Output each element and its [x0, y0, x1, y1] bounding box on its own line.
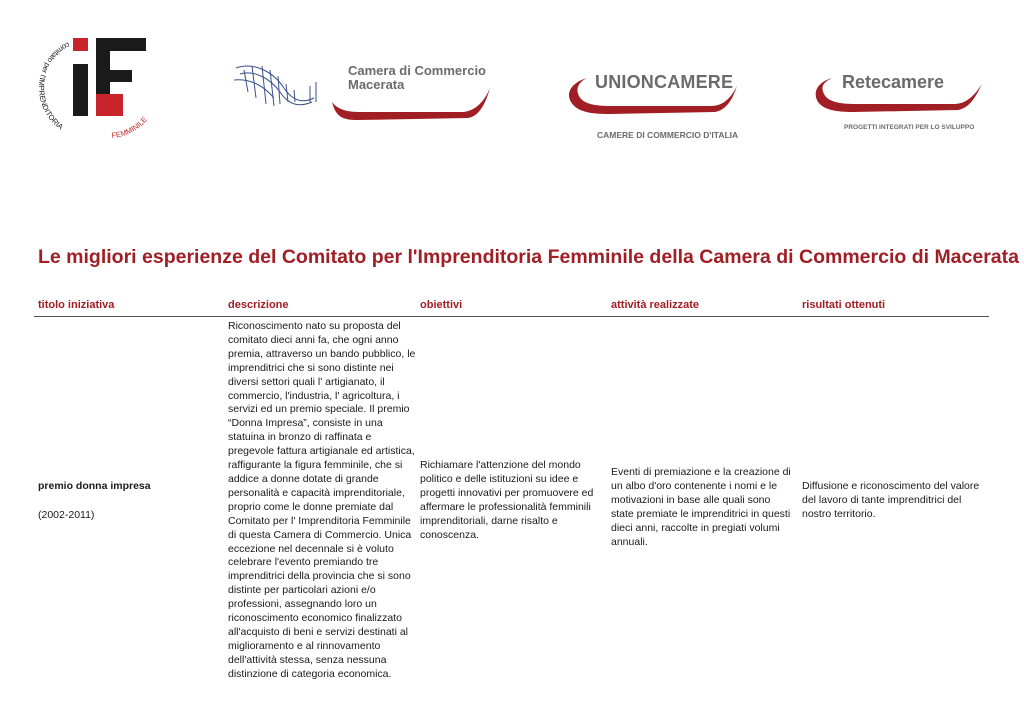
column-header-descrizione: descrizione [228, 299, 289, 311]
camera-name [348, 64, 486, 92]
unioncamere-subtitle: CAMERE DI COMMERCIO D'ITALIA [597, 130, 739, 140]
if-f-mid [96, 70, 132, 82]
retecamere-subtitle: PROGETTI INTEGRATI PER LO SVILUPPO [844, 124, 975, 131]
if-i-stem [73, 64, 88, 116]
comitato-if-logo [38, 34, 163, 144]
cell-risultati: Diffusione e riconoscimento del valore del lavoro di tante imprenditrici del nostro territorio. [802, 480, 980, 520]
cell-obiettivi: Richiamare l'attenzione del mondo politico e delle istituzioni su idee e progetti innovativi per promuovere ed affermare le professionalità femminili imprenditoriali, darne risalto e conoscenza. [420, 459, 594, 541]
camera-name-line1: Camera di Commercio [348, 63, 486, 78]
if-arc-text-left: comitato per l'I ENDITORIA [38, 40, 72, 132]
page-title: Le migliori esperienze del Comitato per l'Imprenditoria Femminile della Camera di Commercio di Macerata [38, 246, 1019, 268]
retecamere-name: Retecamere [842, 72, 945, 92]
cell-anni: (2002-2011) [38, 509, 95, 521]
table-header [38, 299, 988, 315]
cell-titolo: premio donna impresa [38, 480, 151, 492]
if-mark [38, 34, 163, 144]
camera-commercio-logo [232, 58, 494, 124]
cell-attivita: Eventi di premiazione e la creazione di un albo d'oro contenente i nomi e le motivazioni in base alle quali sono state premiate le imprenditrici in questi dieci anni, raccolte in pregiati volumi annuali. [611, 466, 791, 548]
cell-descrizione: Riconoscimento nato su proposta del comitato dieci anni fa, che ogni anno premia, attraverso un bando pubblico, le imprenditrici che si sono distinte nei diversi settori quali l' artigianato, il commercio, l'industria, l' agricoltura, i servizi ed un premio speciale. Il premio “Donna Impresa”, consiste in una statuina in bronzo di raffinata e pregevole fattura artigianale ed artistica, raffigurante la figura femminile, che si addice a donne dotate di grande personalità e capacità imprenditoriale, proprio come le donne premiate dal Comitato per l' Imprenditoria Femminile di questa Camera di Commercio. Unica eccezione nel decennale si è voluto celebrare l'evento premiando tre imprenditrici della provincia che si sono distinte per particolari azioni e/o professioni, assegnando loro un riconoscimento economico finalizzato all'acquisto di beni e servizi destinati al miglioramento e al rinnovamento dell'attività stessa, senza nessuna distinzione di categoria economica. [228, 320, 416, 680]
unioncamere-name: UNIONCAMERE [595, 72, 734, 92]
if-red-block [96, 94, 123, 116]
column-header-risultati: risultati ottenuti [802, 299, 886, 311]
if-i-dot [73, 38, 88, 51]
if-arc-text-right: FEMMINILE [111, 114, 149, 141]
camera-name-line2: Macerata [348, 77, 405, 92]
unioncamere-logo [565, 68, 745, 144]
column-header-attivita: attività realizzate [611, 299, 700, 311]
column-header-obiettivi: obiettivi [420, 299, 463, 311]
retecamere-logo [812, 68, 988, 136]
if-f-top [96, 38, 146, 51]
column-header-titolo: titolo iniziativa [38, 299, 115, 311]
header-divider [34, 316, 989, 317]
